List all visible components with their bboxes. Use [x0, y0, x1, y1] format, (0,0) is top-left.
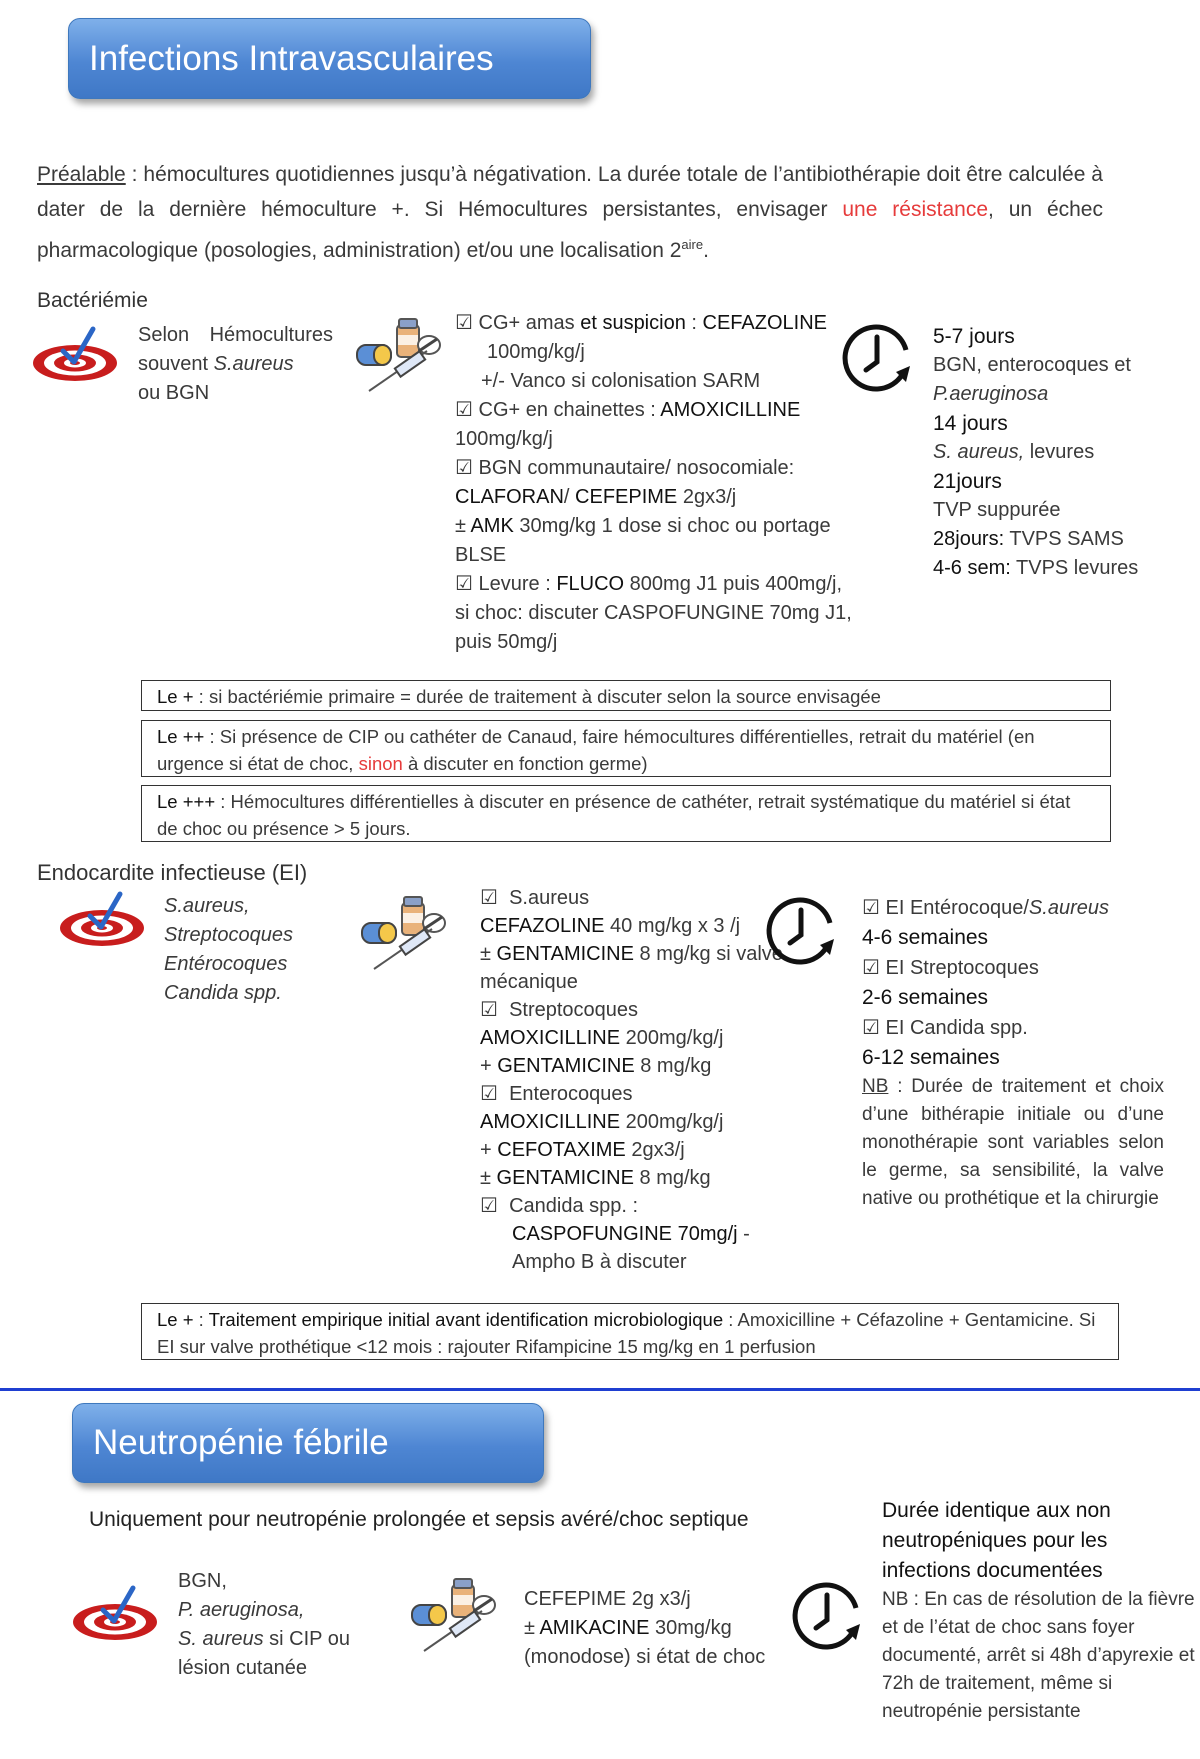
section-banner-intravascular: [68, 18, 591, 99]
medication-icon: [360, 893, 452, 973]
target-icon: [70, 1584, 160, 1644]
note-box-empirical: Le + : Traitement empirique initial avant identification microbiologique : Amoxicilline + Céfazoline + Gentamicine. Si EI sur valve prothétique <12 mois : rajouter Rifampicine 15 mg/kg en 1 perfusion: [141, 1303, 1119, 1360]
section-title: Neutropénie fébrile: [93, 1423, 389, 1462]
section-title: Infections Intravasculaires: [89, 38, 494, 78]
neutropenia-germs: BGN, P. aeruginosa, S. aureus si CIP ou lésion cutanée: [178, 1570, 350, 1679]
bacteriemie-germs: Selon Hémocultures souvent S.aureus ou BGN: [138, 324, 333, 404]
target-icon: [30, 325, 120, 385]
clock-icon: [764, 893, 840, 969]
endocardite-duration: ☑ EI Entérocoque/S.aureus 4-6 semaines ☑ EI Streptocoques 2-6 semaines ☑ EI Candida spp. 6-12 semaines NB : Durée de traitement et choix d’une bithérapie initiale ou d’une monothérapie sont variables selon le germe, sa sensibilité, la valve native ou prothétique et la chirurgie: [862, 897, 1164, 1209]
endocardite-heading: Endocardite infectieuse (EI): [37, 860, 308, 885]
endocardite-germs: S.aureus, Streptocoques Entérocoques Candida spp.: [164, 895, 293, 1004]
intro-label: Préalable: [37, 163, 126, 186]
bacteriemie-treatment: ☑ CG+ amas et suspicion : CEFAZOLINE 100mg/kg/j +/- Vanco si colonisation SARM ☑ CG+ en chainettes : AMOXICILLINE 100mg/kg/j ☑ BGN communautaire/ nosocomiale: CLAFORAN/ CEFEPIME 2gx3/j ± AMK 30mg/kg 1 dose si choc ou portage BLSE ☑ Levure : FLUCO 800mg J1 puis 400mg/j, si choc: discuter CASPOFUNGINE 70mg J1, puis 50mg/j: [455, 312, 852, 653]
medication-icon: [410, 1575, 502, 1655]
section-banner-neutropenia: [72, 1403, 544, 1483]
clock-icon: [840, 320, 916, 396]
note-box-plus-plus-plus: Le +++ : Hémocultures différentielles à discuter en présence de cathéter, retrait systématique du matériel si état de choc ou présence > 5 jours.: [141, 785, 1111, 842]
section-divider: [0, 1388, 1200, 1391]
neutropenia-duration: Durée identique aux non neutropéniques pour les infections documentées NB : En cas de résolution de la fièvre et de l’état de choc sans foyer documenté, arrêt si 48h d’apyrexie et 72h de traitement, même si neutropénie persistante: [882, 1499, 1195, 1722]
clock-icon: [790, 1578, 866, 1654]
bacteriemie-heading: Bactériémie: [37, 289, 148, 312]
medication-icon: [355, 315, 447, 395]
neutropenia-subtitle: Uniquement pour neutropénie prolongée et sepsis avéré/choc septique: [89, 1508, 749, 1531]
target-icon: [57, 890, 147, 950]
note-box-plus-plus: Le ++ : Si présence de CIP ou cathéter de Canaud, faire hémocultures différentielles, retrait du matériel (en urgence si état de choc, sinon à discuter en fonction germe): [141, 720, 1111, 777]
neutropenia-treatment: CEFEPIME 2g x3/j ± AMIKACINE 30mg/kg (monodose) si état de choc: [524, 1588, 766, 1668]
note-box-plus: Le + : si bactériémie primaire = durée de traitement à discuter selon la source envisagée: [141, 680, 1111, 711]
bacteriemie-duration: 5-7 jours BGN, enterocoques et P.aeruginosa 14 jours S. aureus, levures 21jours TVP suppurée 28jours: TVPS SAMS 4-6 sem: TVPS levures: [933, 325, 1139, 579]
endocardite-treatment: ☑ S.aureus CEFAZOLINE 40 mg/kg x 3 /j ± GENTAMICINE 8 mg/kg si valve mécanique ☑ Streptocoques AMOXICILLINE 200mg/kg/j + GENTAMICINE 8 mg/kg ☑ Enterocoques AMOXICILLINE 200mg/kg/j + CEFOTAXIME 2gx3/j ± GENTAMICINE 8 mg/kg ☑ Candida spp. : CASPOFUNGINE 70mg/j - Ampho B à discuter: [480, 887, 783, 1273]
intro-paragraph: Préalable : hémocultures quotidiennes jusqu’à négativation. La durée totale de l’antibiothérapie doit être calculée à dater de la dernière hémoculture +. Si Hémocultures persistantes, envisager une résistance, un échec pharmacologique (posologies, administration) et/ou une localisation $2^{aire}$.: [37, 163, 1103, 262]
